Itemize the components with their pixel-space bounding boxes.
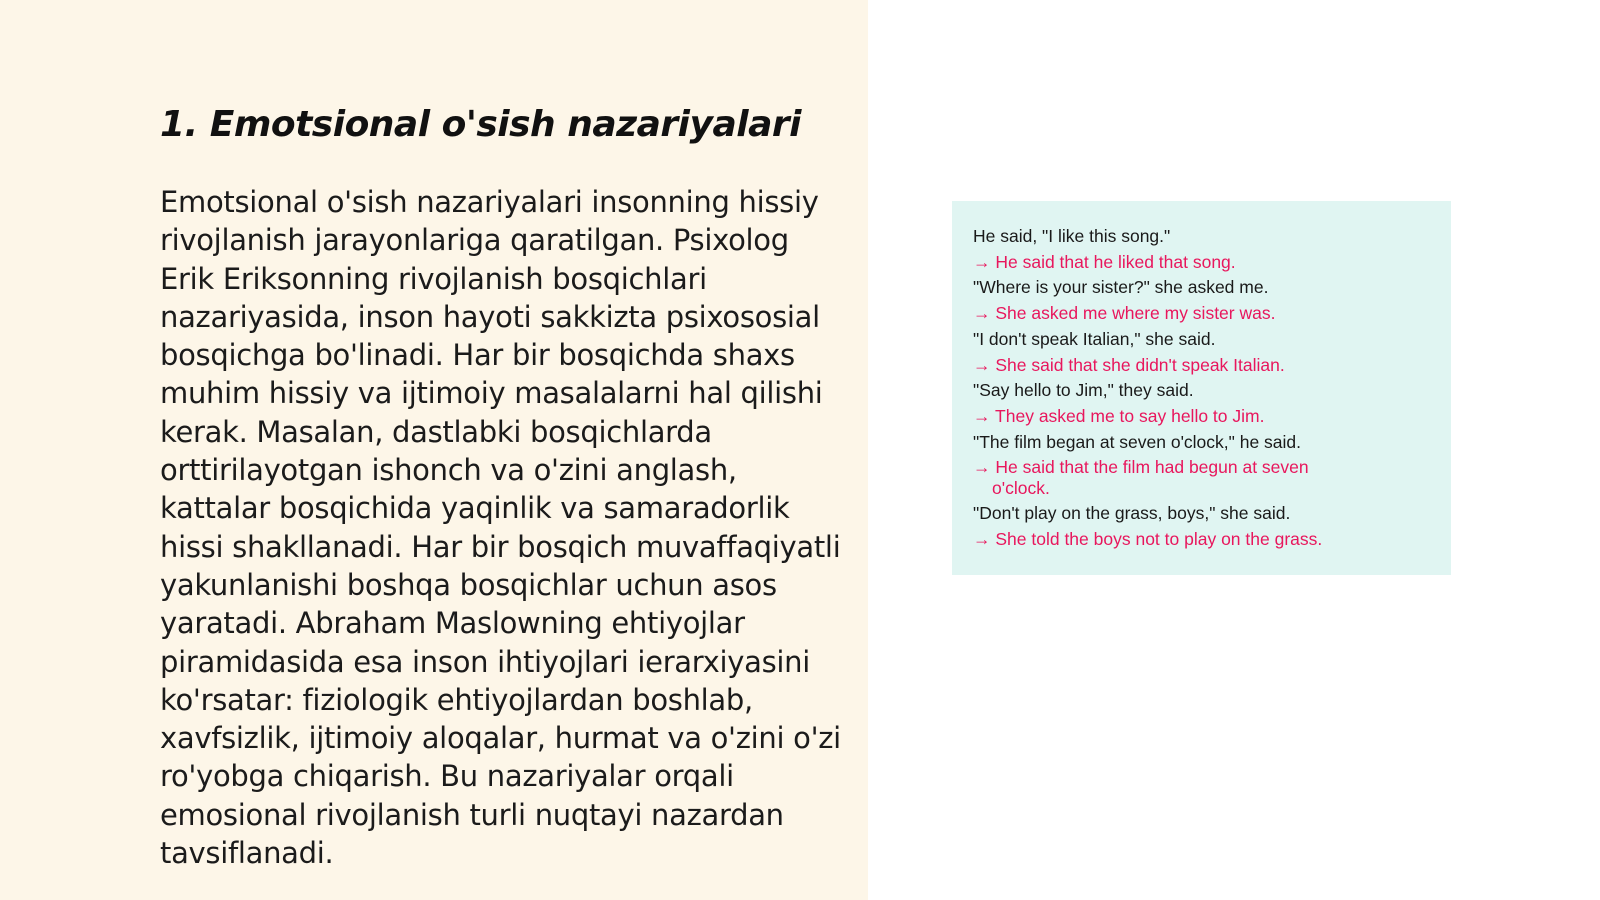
example-reported-line: → She asked me where my sister was. <box>973 303 1276 324</box>
example-reported-line: → They asked me to say hello to Jim. <box>973 405 1265 426</box>
example-reported-line: → He said that he liked that song. <box>973 251 1236 272</box>
example-reported-line: → She told the boys not to play on the grass. <box>973 528 1323 549</box>
example-direct-line: "I don't speak Italian," she said. <box>973 328 1216 349</box>
example-reported-line: → She said that she didn't speak Italian. <box>973 354 1285 375</box>
example-reported-line-continuation: o'clock. <box>992 478 1050 499</box>
slide-title: 1. Emotsional o'sish nazariyalari <box>160 104 801 145</box>
reported-speech-example-box <box>952 201 1451 575</box>
example-direct-line: "Don't play on the grass, boys," she said. <box>973 503 1291 524</box>
example-reported-line-wrapped <box>973 455 1451 498</box>
example-direct-line: "Say hello to Jim," they said. <box>973 380 1194 401</box>
example-direct-line: He said, "I like this song." <box>973 226 1171 246</box>
example-reported-line-start: → He said that the film had begun at seven <box>973 457 1309 478</box>
example-direct-line: "Where is your sister?" she asked me. <box>973 277 1269 298</box>
body-paragraph: Emotsional o'sish nazariyalari insonning hissiy rivojlanish jarayonlariga qaratilgan. Psixolog Erik Eriksonning rivojlanish bosqichlari nazariyasida, inson hayoti sakkizta psixososial bosqichga bo'linadi. Har bir bosqichda shaxs muhim hissiy va ijtimoiy masalalarni hal qilishi kerak. Masalan, dastlabki bosqichlarda orttirilayotgan ishonch va o'zini anglash, kattalar bosqichida yaqinlik va samaradorlik hissi shakllanadi. Har bir bosqich muvaffaqiyatli yakunlanishi boshqa bosqichlar uchun asos yaratadi. Abraham Maslowning ehtiyojlar piramidasida esa inson ihtiyojlari ierarxiyasini ko'rsatar: fiziologik ehtiyojlardan boshlab, xavfsizlik, ijtimoiy aloqalar, hurmat va o'zini o'zi ro'yobga chiqarish. Bu nazariyalar orqali emosional rivojlanish turli nuqtayi nazardan tavsiflanadi. <box>160 185 841 871</box>
example-direct-line: "The film began at seven o'clock," he said. <box>973 431 1302 452</box>
